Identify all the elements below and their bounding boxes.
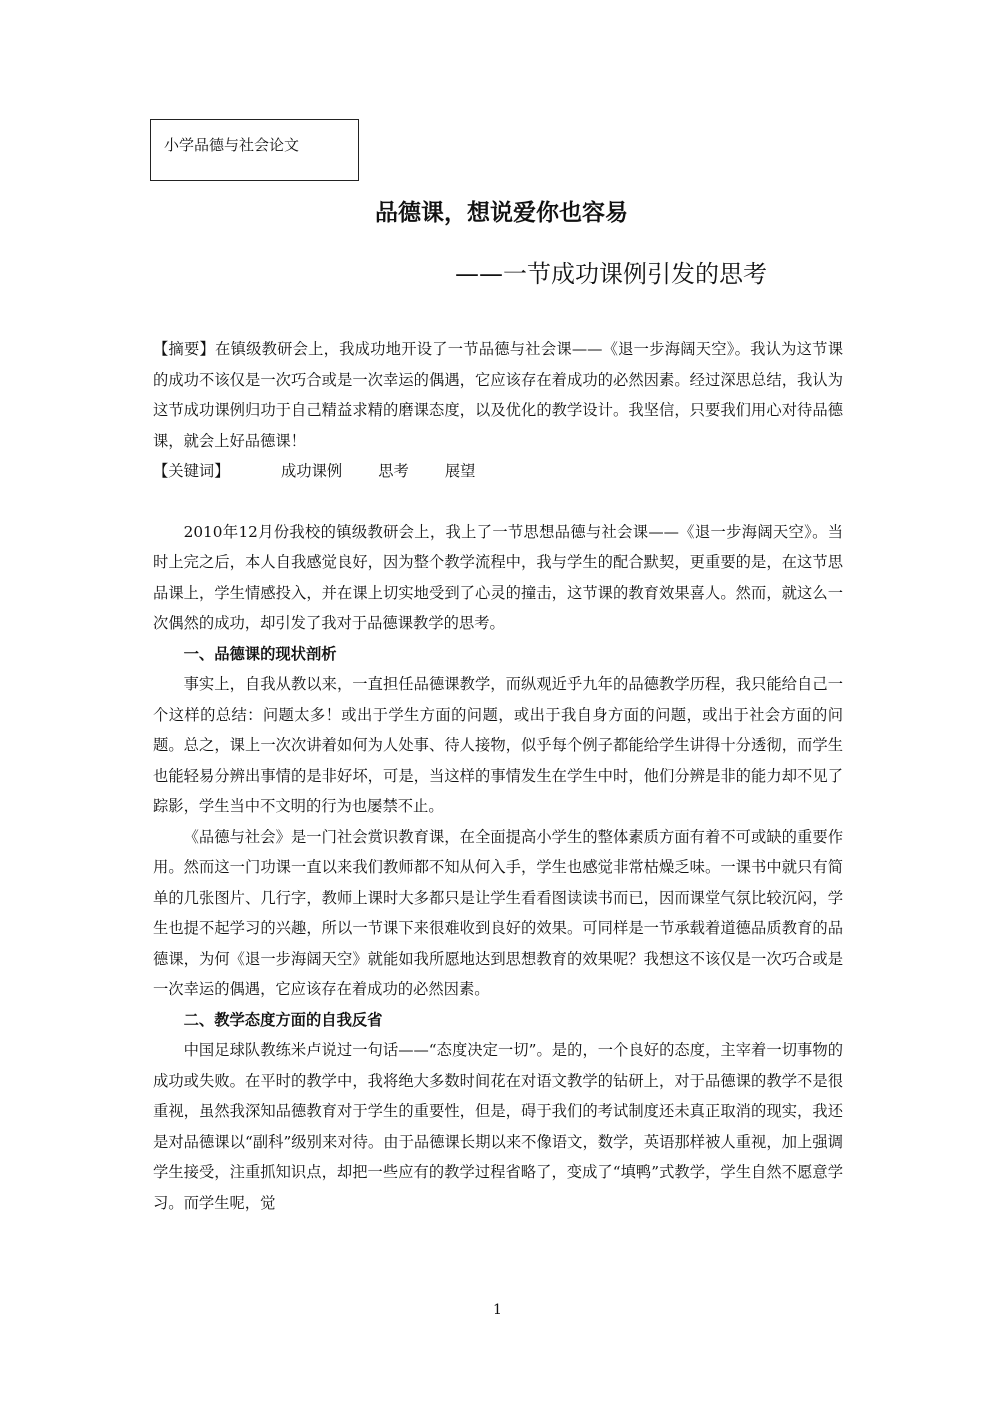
page-subtitle: ——一节成功课例引发的思考 <box>455 260 767 288</box>
category-label: 小学品德与社会论文 <box>164 136 300 154</box>
body-paragraph: 中国足球队教练米卢说过一句话——“态度决定一切”。是的，一个良好的态度，主宰着一切事物的成功或失败。在平时的教学中，我将绝大多数时间花在对语文教学的钻研上，对于品德课的教学不是很重视，虽然我深知品德教育对于学生的重要性，但是，碍于我们的考试制度还未真正取消的现实，我还是对品德课以“副科”级别来对待。由于品德课长期以来不像语文，数学，英语那样被人重视，加上强调学生接受，注重抓知识点，却把一些应有的教学过程省略了，变成了“填鸭”式教学，学生自然不愿意学习。而学生呢，觉 <box>153 1041 843 1212</box>
body-paragraph: 事实上，自我从教以来，一直担任品德课教学，而纵观近乎九年的品德教学历程，我只能给自己一个这样的总结：问题太多！或出于学生方面的问题，或出于我自身方面的问题，或出于社会方面的问题。总之，课上一次次讲着如何为人处事、待人接物，似乎每个例子都能给学生讲得十分透彻，而学生也能轻易分辨出事情的是非好坏，可是，当这样的事情发生在学生中时，他们分辨是非的能力却不见了踪影，学生当中不文明的行为也屡禁不止。 <box>153 675 843 815</box>
abstract-paragraph: 【摘要】在镇级教研会上，我成功地开设了一节品德与社会课——《退一步海阔天空》。我认为这节课的成功不该仅是一次巧合或是一次幸运的偶遇，它应该存在着成功的必然因素。经过深思总结，我认为这节成功课例归功于自己精益求精的磨课态度，以及优化的教学设计。我坚信，只要我们用心对待品德课，就会上好品德课！ <box>153 340 843 450</box>
article-content <box>153 334 843 1218</box>
keyword-item: 展望 <box>444 462 476 480</box>
category-label-box <box>150 119 359 181</box>
keyword-item: 成功课例 <box>281 462 343 480</box>
keywords-label: 【关键词】 <box>153 462 230 480</box>
page-number: 1 <box>493 1302 502 1318</box>
keyword-item: 思考 <box>378 462 409 480</box>
body-paragraph: 《品德与社会》是一门社会赏识教育课，在全面提高小学生的整体素质方面有着不可或缺的重要作用。然而这一门功课一直以来我们教师都不知从何入手，学生也感觉非常枯燥乏味。一课书中就只有简单的几张图片、几行字，教师上课时大多都只是让学生看看图读读书而已，因而课堂气氛比较沉闷，学生也提不起学习的兴趣，所以一节课下来很难收到良好的效果。可同样是一节承载着道德品质教育的品德课，为何《退一步海阔天空》就能如我所愿地达到思想教育的效果呢？我想这不该仅是一次巧合或是一次幸运的偶遇，它应该存在着成功的必然因素。 <box>153 827 843 998</box>
section-heading-2: 二、教学态度方面的自我反省 <box>183 1010 383 1029</box>
keywords-row <box>153 456 843 487</box>
intro-paragraph: 2010年12月份我校的镇级教研会上，我上了一节思想品德与社会课——《退一步海阔天空》。当时上完之后，本人自我感觉良好，因为整个教学流程中，我与学生的配合默契，更重要的是，在这节思品课上，学生情感投入，并在课上切实地受到了心灵的撞击，这节课的教育效果喜人。然而，就这么一次偶然的成功，却引发了我对于品德课教学的思考。 <box>153 522 843 632</box>
section-gap <box>153 487 843 517</box>
page-title: 品德课，想说爱你也容易 <box>375 200 628 226</box>
section-heading-1: 一、品德课的现状剖析 <box>183 644 337 663</box>
